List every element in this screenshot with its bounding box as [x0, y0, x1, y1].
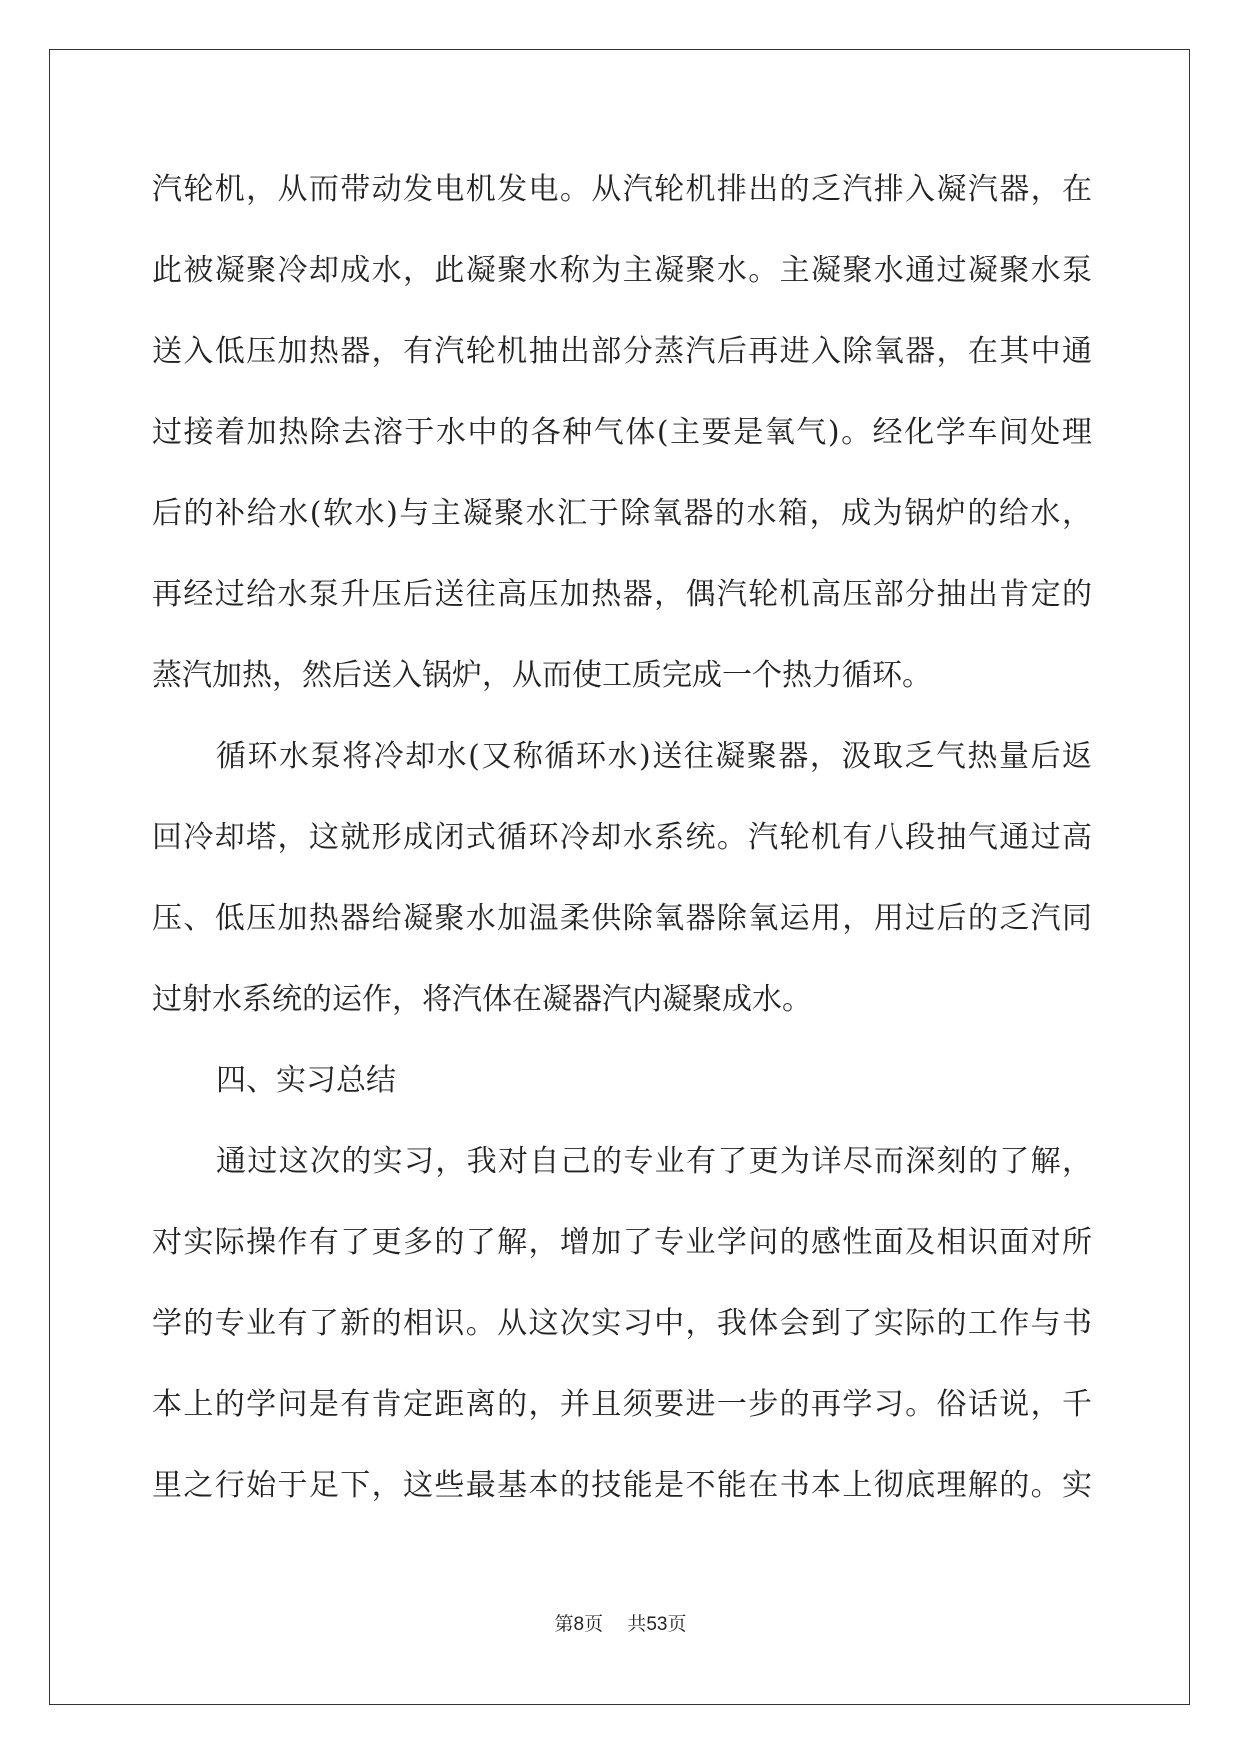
- text-line: 过接着加热除去溶于水中的各种气体(主要是氧气)。经化学车间处理: [152, 415, 1092, 450]
- footer-total-pages: 53: [646, 1614, 668, 1635]
- text-line: 本上的学问是有肯定距离的，并且须要进一步的再学习。俗话说，千: [152, 1387, 1092, 1422]
- section-heading: 四、实习总结: [216, 1063, 396, 1098]
- text-line: 此被凝聚冷却成水，此凝聚水称为主凝聚水。主凝聚水通过凝聚水泵: [152, 253, 1092, 288]
- footer-page-number: 8: [573, 1614, 585, 1635]
- footer-page-suffix: 页: [584, 1613, 604, 1635]
- text-line: 蒸汽加热，然后送入锅炉，从而使工质完成一个热力循环。: [152, 658, 932, 693]
- text-line: 循环水泵将冷却水(又称循环水)送往凝聚器，汲取乏气热量后返: [216, 739, 1092, 774]
- footer-page-prefix: 第: [554, 1613, 574, 1635]
- text-line: 对实际操作有了更多的了解，增加了专业学问的感性面及相识面对所: [152, 1225, 1092, 1260]
- text-line: 汽轮机，从而带动发电机发电。从汽轮机排出的乏汽排入凝汽器，在: [152, 172, 1092, 207]
- text-line: 通过这次的实习，我对自己的专业有了更为详尽而深刻的了解，: [216, 1144, 1092, 1179]
- footer-total-prefix: 共: [627, 1613, 647, 1635]
- text-line: 压、低压加热器给凝聚水加温柔供除氧器除氧运用，用过后的乏汽同: [152, 901, 1092, 936]
- text-line: 过射水系统的运作，将汽体在凝器汽内凝聚成水。: [152, 982, 812, 1017]
- footer-total-suffix: 页: [667, 1613, 687, 1635]
- text-line: 回冷却塔，这就形成闭式循环冷却水系统。汽轮机有八段抽气通过高: [152, 820, 1092, 855]
- text-line: 再经过给水泵升压后送往高压加热器，偶汽轮机高压部分抽出肯定的: [152, 577, 1092, 612]
- text-line: 里之行始于足下，这些最基本的技能是不能在书本上彻底理解的。实: [152, 1468, 1092, 1503]
- document-body: [152, 160, 1092, 1537]
- text-line: 后的补给水(软水)与主凝聚水汇于除氧器的水箱，成为锅炉的给水，: [152, 496, 1092, 531]
- text-line: 送入低压加热器，有汽轮机抽出部分蒸汽后再进入除氧器，在其中通: [152, 334, 1092, 369]
- text-line: 学的专业有了新的相识。从这次实习中，我体会到了实际的工作与书: [152, 1306, 1092, 1341]
- page-footer: [0, 1612, 1241, 1637]
